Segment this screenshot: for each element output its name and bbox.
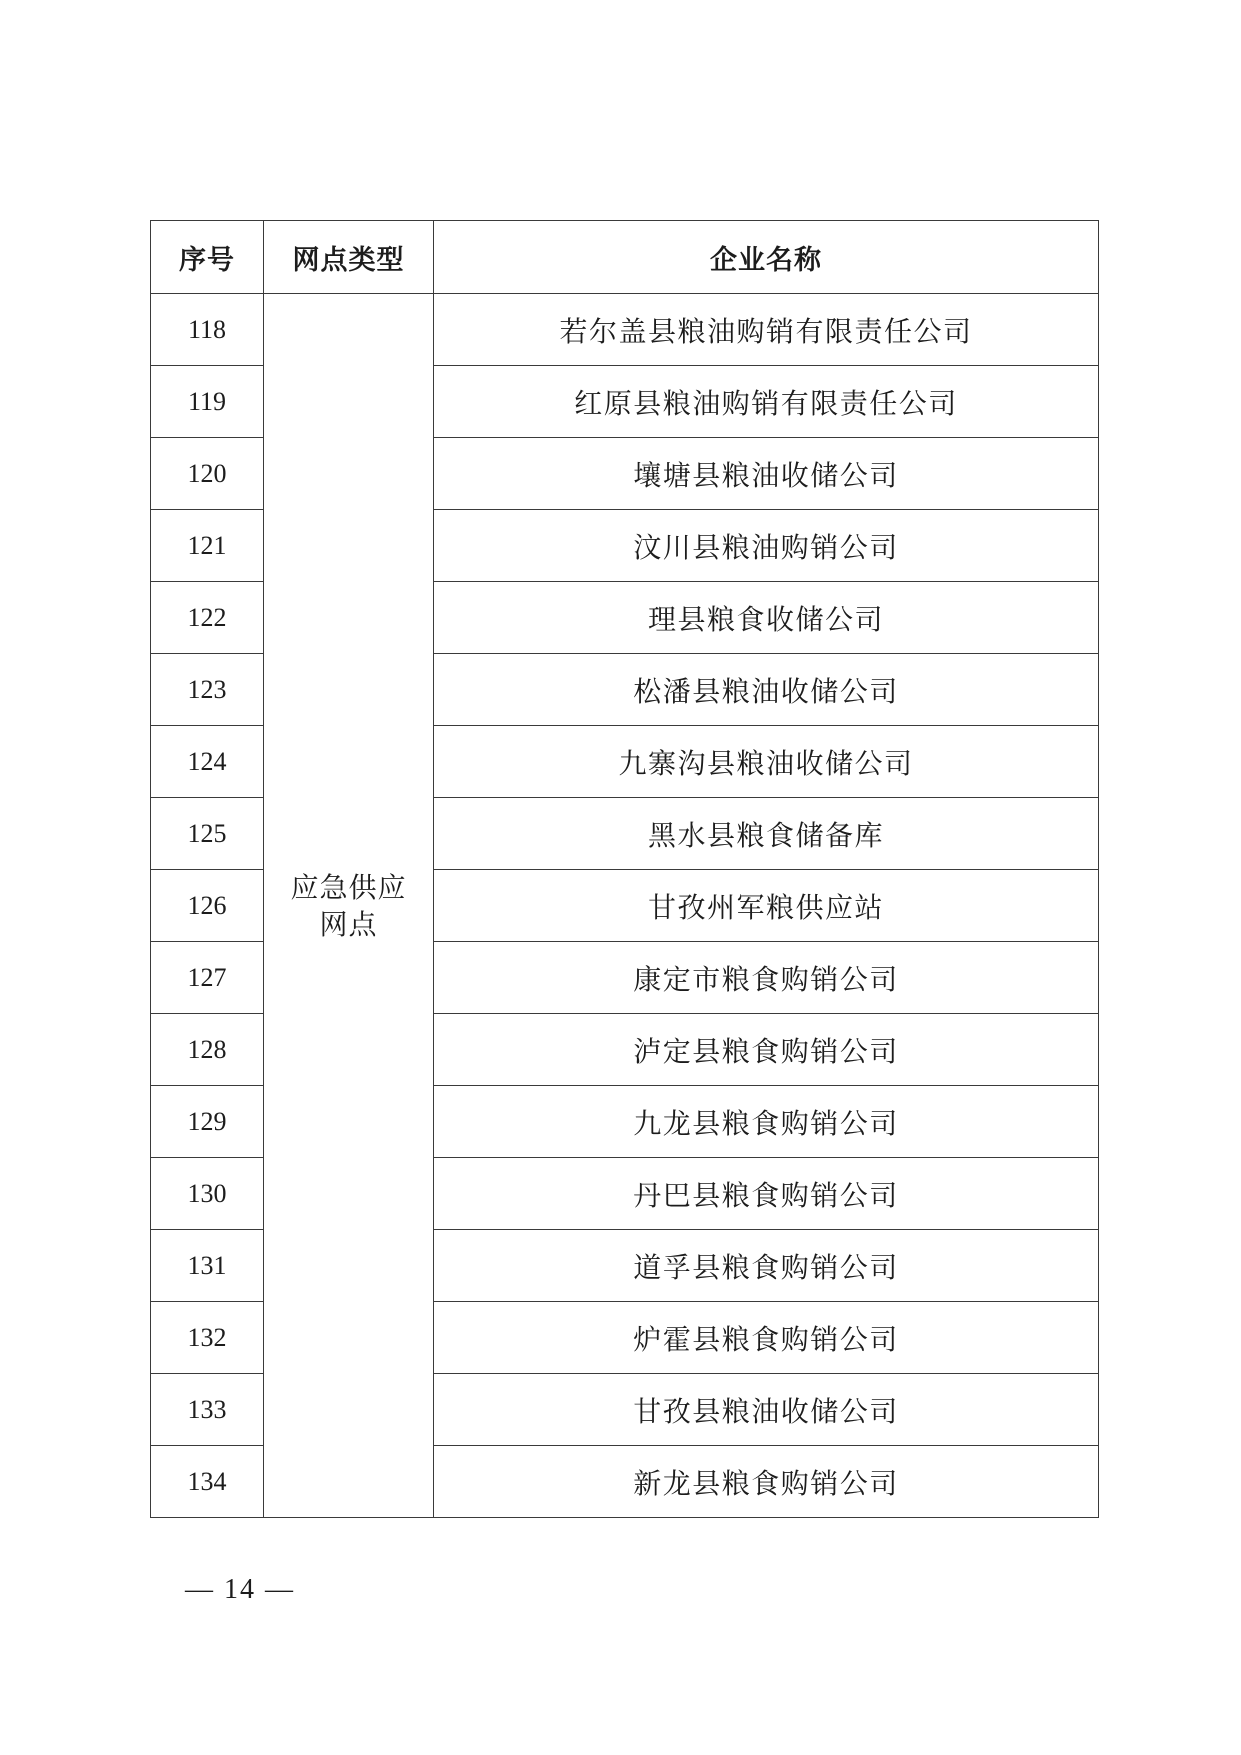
row-index: 130 [151, 1158, 264, 1230]
enterprise-table [150, 220, 1099, 1518]
row-enterprise-name: 泸定县粮食购销公司 [434, 1014, 1099, 1086]
row-enterprise-name: 九寨沟县粮油收储公司 [434, 726, 1099, 798]
row-index: 123 [151, 654, 264, 726]
row-index: 129 [151, 1086, 264, 1158]
row-enterprise-name: 炉霍县粮食购销公司 [434, 1302, 1099, 1374]
outlet-type-line-1: 应急供应 [290, 870, 407, 904]
row-index: 134 [151, 1446, 264, 1518]
row-index: 118 [151, 294, 264, 366]
row-index: 131 [151, 1230, 264, 1302]
row-enterprise-name: 若尔盖县粮油购销有限责任公司 [434, 294, 1099, 366]
row-index: 127 [151, 942, 264, 1014]
row-enterprise-name: 汶川县粮油购销公司 [434, 510, 1099, 582]
table-header-row [151, 221, 1099, 294]
table-row [151, 294, 1099, 366]
row-enterprise-name: 新龙县粮食购销公司 [434, 1446, 1099, 1518]
row-index: 125 [151, 798, 264, 870]
header-type: 网点类型 [264, 221, 434, 294]
header-index: 序号 [151, 221, 264, 294]
row-enterprise-name: 甘孜州军粮供应站 [434, 870, 1099, 942]
row-index: 124 [151, 726, 264, 798]
row-enterprise-name: 红原县粮油购销有限责任公司 [434, 366, 1099, 438]
page-number: — 14 — [185, 1574, 295, 1605]
row-index: 132 [151, 1302, 264, 1374]
outlet-type-line-2: 网点 [319, 907, 378, 941]
outlet-type-cell [264, 294, 434, 1518]
row-enterprise-name: 壤塘县粮油收储公司 [434, 438, 1099, 510]
header-name: 企业名称 [434, 221, 1099, 294]
row-enterprise-name: 松潘县粮油收储公司 [434, 654, 1099, 726]
row-index: 119 [151, 366, 264, 438]
row-enterprise-name: 道孚县粮食购销公司 [434, 1230, 1099, 1302]
row-index: 133 [151, 1374, 264, 1446]
row-enterprise-name: 黑水县粮食储备库 [434, 798, 1099, 870]
row-enterprise-name: 九龙县粮食购销公司 [434, 1086, 1099, 1158]
row-enterprise-name: 丹巴县粮食购销公司 [434, 1158, 1099, 1230]
row-index: 128 [151, 1014, 264, 1086]
row-index: 122 [151, 582, 264, 654]
row-enterprise-name: 甘孜县粮油收储公司 [434, 1374, 1099, 1446]
row-enterprise-name: 理县粮食收储公司 [434, 582, 1099, 654]
row-enterprise-name: 康定市粮食购销公司 [434, 942, 1099, 1014]
row-index: 120 [151, 438, 264, 510]
row-index: 121 [151, 510, 264, 582]
row-index: 126 [151, 870, 264, 942]
